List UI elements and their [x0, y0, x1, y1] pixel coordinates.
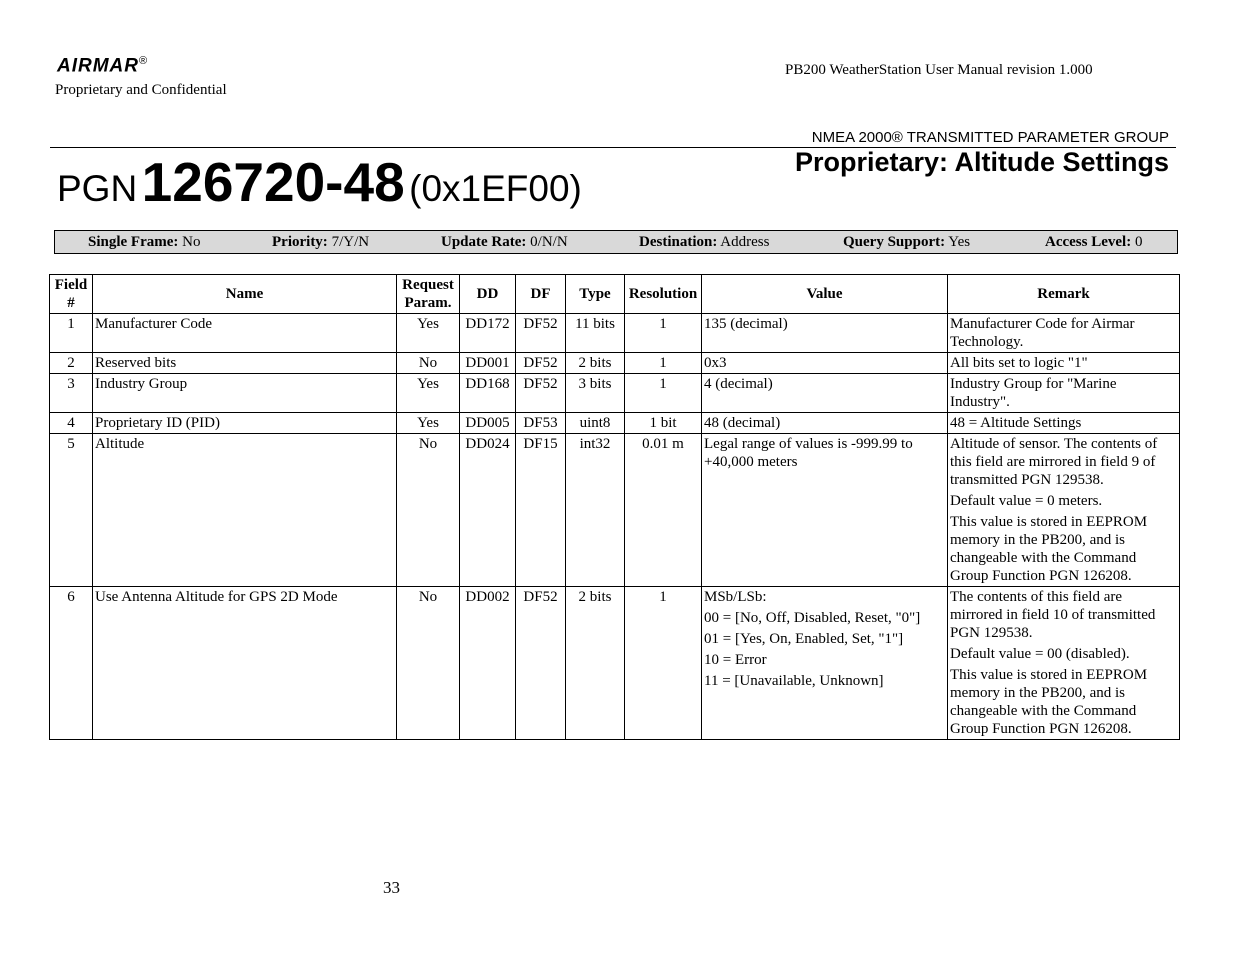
value-paragraph: Legal range of values is -999.99 to +40,000 meters	[704, 436, 913, 470]
request-param-cell: Yes	[397, 314, 460, 353]
field-name-cell: Industry Group	[93, 374, 397, 413]
field-name-cell: Reserved bits	[93, 353, 397, 374]
airmar-logo	[57, 55, 147, 77]
registered-mark: ®	[139, 55, 148, 67]
field-number-cell: 5	[50, 434, 93, 587]
field-number-cell: 6	[50, 587, 93, 740]
dd-cell: DD002	[460, 587, 516, 740]
resolution-cell: 1 bit	[625, 413, 702, 434]
manual-revision: PB200 WeatherStation User Manual revision 1.000	[785, 62, 1093, 78]
header-value: Value	[702, 275, 948, 314]
field-number-cell: 4	[50, 413, 93, 434]
remark-paragraph: Default value = 00 (disabled).	[950, 646, 1130, 662]
value-paragraph: 11 = [Unavailable, Unknown]	[704, 673, 884, 689]
resolution-cell: 0.01 m	[625, 434, 702, 587]
attr-destination: Destination: Address	[639, 234, 770, 250]
remark-paragraph: Industry Group for "Marine Industry".	[950, 376, 1117, 410]
pgn-subtitle: Proprietary: Altitude Settings	[794, 147, 1169, 177]
logo-text: AIRMAR	[57, 55, 139, 77]
value-paragraph: 10 = Error	[704, 652, 767, 668]
remark-paragraph: Default value = 0 meters.	[950, 493, 1103, 509]
field-table	[49, 274, 1180, 740]
value-cell	[702, 413, 948, 434]
df-cell: DF52	[516, 314, 566, 353]
remark-cell	[948, 353, 1180, 374]
df-cell: DF52	[516, 353, 566, 374]
table-row	[50, 314, 1180, 353]
resolution-cell: 1	[625, 353, 702, 374]
header-type: Type	[566, 275, 625, 314]
table-row	[50, 353, 1180, 374]
df-cell: DF52	[516, 374, 566, 413]
pgn-prefix: PGN	[57, 168, 138, 209]
remark-paragraph: This value is stored in EEPROM memory in the PB200, and is changeable with the Command Group Function PGN 126208.	[950, 514, 1148, 584]
dd-cell: DD001	[460, 353, 516, 374]
type-cell: uint8	[566, 413, 625, 434]
table-header-row	[50, 275, 1180, 314]
value-cell	[702, 587, 948, 740]
value-paragraph: 00 = [No, Off, Disabled, Reset, "0"]	[704, 610, 921, 626]
remark-paragraph: 48 = Altitude Settings	[950, 415, 1082, 431]
remark-cell	[948, 314, 1180, 353]
remark-paragraph: This value is stored in EEPROM memory in the PB200, and is changeable with the Command Group Function PGN 126208.	[950, 667, 1148, 737]
header-field: Field #	[50, 275, 93, 314]
value-cell	[702, 374, 948, 413]
dd-cell: DD005	[460, 413, 516, 434]
attr-priority: Priority: 7/Y/N	[272, 234, 370, 250]
field-number-cell: 2	[50, 353, 93, 374]
value-cell	[702, 353, 948, 374]
attr-update-rate: Update Rate: 0/N/N	[441, 234, 568, 250]
request-param-cell: No	[397, 434, 460, 587]
type-cell: 11 bits	[566, 314, 625, 353]
remark-paragraph: Altitude of sensor. The contents of this field are mirrored in field 9 of transmitted PGN 129538.	[950, 436, 1158, 488]
df-cell: DF53	[516, 413, 566, 434]
type-cell: 2 bits	[566, 587, 625, 740]
field-number-cell: 3	[50, 374, 93, 413]
type-cell: int32	[566, 434, 625, 587]
df-cell: DF52	[516, 587, 566, 740]
confidentiality-note: Proprietary and Confidential	[55, 82, 227, 98]
request-param-cell: No	[397, 587, 460, 740]
table-row	[50, 434, 1180, 587]
value-paragraph: 0x3	[704, 355, 727, 371]
value-cell	[702, 314, 948, 353]
field-name-cell: Altitude	[93, 434, 397, 587]
attr-access-level: Access Level: 0	[1045, 234, 1143, 250]
header-resolution: Resolution	[625, 275, 702, 314]
dd-cell: DD168	[460, 374, 516, 413]
page-number: 33	[383, 878, 400, 897]
request-param-cell: Yes	[397, 374, 460, 413]
dd-cell: DD024	[460, 434, 516, 587]
header-dd: DD	[460, 275, 516, 314]
remark-paragraph: All bits set to logic "1"	[950, 355, 1088, 371]
resolution-cell: 1	[625, 374, 702, 413]
parameter-group-title: NMEA 2000® TRANSMITTED PARAMETER GROUP	[811, 129, 1169, 146]
attr-single-frame: Single Frame: No	[88, 234, 201, 250]
df-cell: DF15	[516, 434, 566, 587]
value-paragraph: 135 (decimal)	[704, 316, 788, 332]
value-paragraph: MSb/LSb:	[704, 589, 767, 605]
type-cell: 2 bits	[566, 353, 625, 374]
pgn-number: 126720-48	[141, 151, 405, 213]
field-number-cell: 1	[50, 314, 93, 353]
value-paragraph: 48 (decimal)	[704, 415, 781, 431]
header-request: Request Param.	[397, 275, 460, 314]
header-name: Name	[93, 275, 397, 314]
request-param-cell: No	[397, 353, 460, 374]
remark-cell	[948, 434, 1180, 587]
remark-cell	[948, 587, 1180, 740]
pgn-hex: (0x1EF00)	[409, 168, 582, 209]
pgn-attributes-bar	[54, 230, 1178, 254]
request-param-cell: Yes	[397, 413, 460, 434]
resolution-cell: 1	[625, 314, 702, 353]
value-paragraph: 4 (decimal)	[704, 376, 773, 392]
remark-cell	[948, 413, 1180, 434]
value-cell	[702, 434, 948, 587]
field-name-cell: Manufacturer Code	[93, 314, 397, 353]
remark-paragraph: The contents of this field are mirrored in field 10 of transmitted PGN 129538.	[950, 589, 1156, 641]
header-remark: Remark	[948, 275, 1180, 314]
field-name-cell: Proprietary ID (PID)	[93, 413, 397, 434]
pgn-title	[57, 150, 582, 214]
table-row	[50, 587, 1180, 740]
type-cell: 3 bits	[566, 374, 625, 413]
value-paragraph: 01 = [Yes, On, Enabled, Set, "1"]	[704, 631, 904, 647]
remark-cell	[948, 374, 1180, 413]
table-row	[50, 413, 1180, 434]
remark-paragraph: Manufacturer Code for Airmar Technology.	[950, 316, 1135, 350]
dd-cell: DD172	[460, 314, 516, 353]
table-row	[50, 374, 1180, 413]
header-df: DF	[516, 275, 566, 314]
resolution-cell: 1	[625, 587, 702, 740]
field-name-cell: Use Antenna Altitude for GPS 2D Mode	[93, 587, 397, 740]
attr-query-support: Query Support: Yes	[843, 234, 971, 250]
